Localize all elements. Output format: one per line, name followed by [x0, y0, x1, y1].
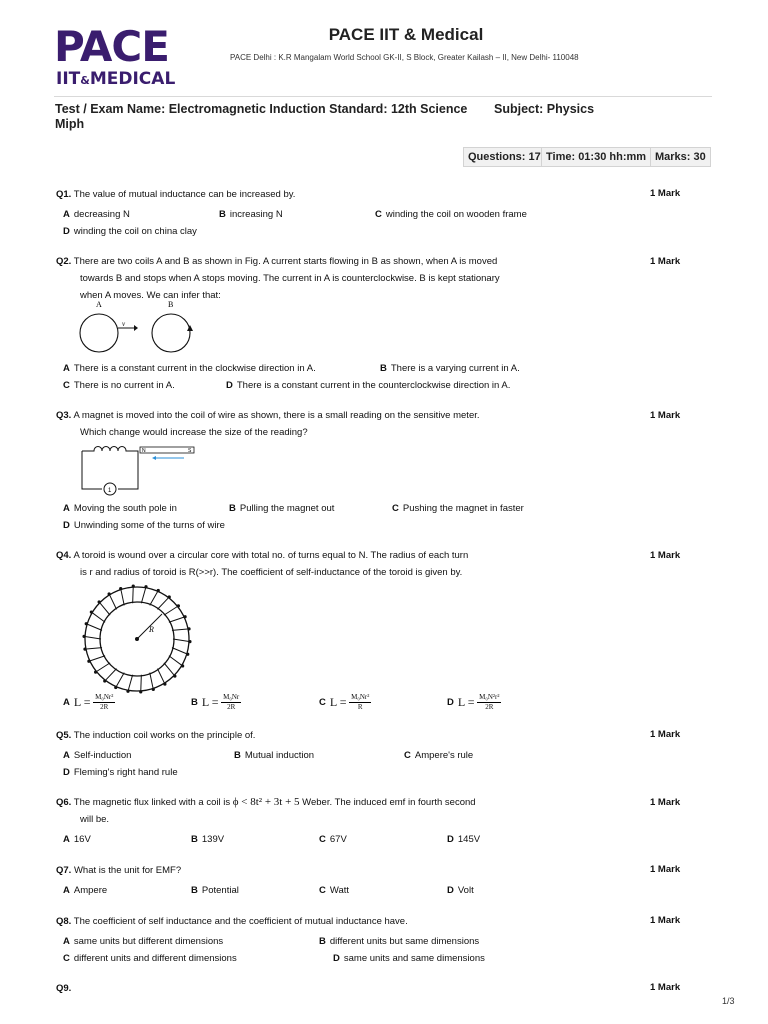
option-text: Pushing the magnet in faster — [402, 503, 524, 514]
option-letter: B — [229, 503, 236, 514]
question-5 — [56, 727, 255, 744]
fraction-numerator: M₀N²r² — [479, 693, 500, 701]
option-letter: A — [63, 936, 70, 947]
question-8 — [56, 913, 408, 930]
toroid-turn — [150, 590, 158, 605]
toroid-turn — [141, 587, 146, 603]
option-a — [63, 834, 91, 845]
velocity-arrowhead — [134, 325, 138, 331]
questions-count: Questions: 17 — [463, 147, 546, 167]
formula-lhs: L = — [457, 695, 475, 709]
question-mark: 1 Mark — [650, 410, 681, 421]
question-text: The magnetic flux linked with a coil is — [73, 797, 231, 808]
option-letter: C — [404, 750, 411, 761]
option-text: same units and same dimensions — [343, 953, 485, 964]
fraction-denominator: 2R — [485, 703, 494, 711]
option-letter: D — [333, 953, 340, 964]
toroid-turn — [157, 597, 169, 609]
toroid-turn-dot — [188, 640, 191, 643]
formula-fraction — [221, 693, 241, 712]
coil-label-a: A — [96, 300, 102, 309]
toroid-turn — [133, 586, 134, 603]
option-text: Potential — [201, 885, 239, 896]
option-letter: B — [380, 363, 387, 374]
magnet-south: S — [188, 448, 192, 454]
option-c — [63, 380, 175, 391]
meter-symbol: 1 — [108, 488, 112, 494]
question-number: Q4. — [56, 550, 72, 561]
option-letter: A — [63, 834, 70, 845]
question-line: towards B and stops when A stops moving. The current in A is counterclockwise. B is kept stationary — [80, 273, 500, 284]
page-number: 1/3 — [722, 996, 735, 1006]
option-letter: D — [63, 520, 70, 531]
question-mark: 1 Mark — [650, 550, 681, 561]
question-text: A magnet is moved into the coil of wire as shown, there is a small reading on the sensitive meter. — [73, 410, 480, 421]
question-line — [56, 547, 616, 564]
toroid-turn — [116, 673, 124, 688]
question-mark: 1 Mark — [650, 982, 681, 993]
formula-lhs: L = — [329, 695, 347, 709]
toroid-turn-dot — [168, 595, 171, 598]
option-c — [63, 953, 237, 964]
address: PACE Delhi : K.R Mangalam World School GK-II, S Block, Greater Kailash – II, New Delhi- 110048 — [230, 53, 579, 62]
test-name: Test / Exam Name: Electromagnetic Induction Standard: 12th Science Miph — [55, 102, 468, 131]
option-letter: A — [63, 209, 70, 220]
question-line: is r and radius of toroid is R(>>r). The coefficient of self-inductance of the toroid is given by. — [80, 567, 463, 578]
magnet-north: N — [142, 448, 146, 454]
option-d — [447, 885, 474, 896]
option-text: winding the coil on china clay — [73, 226, 197, 237]
option-b — [380, 363, 520, 374]
toroid-turn — [157, 669, 164, 684]
toroid-diagram — [82, 584, 192, 694]
logo-amp: & — [80, 74, 90, 87]
toroid-turn-dot — [94, 671, 97, 674]
question-text: A toroid is wound over a circular core with total no. of turns equal to N. The radius of each turn — [73, 550, 469, 561]
toroid-turn — [89, 656, 105, 662]
total-marks: Marks: 30 — [650, 147, 711, 167]
fraction-numerator: M₀Nr — [223, 693, 240, 701]
coil-label-b: B — [168, 300, 174, 309]
option-letter: A — [63, 503, 70, 514]
velocity-label: v — [122, 320, 126, 328]
question-4 — [56, 547, 616, 581]
toroid-turn — [85, 648, 102, 649]
toroid-turn-dot — [187, 627, 190, 630]
option-text: different units but same dimensions — [329, 936, 480, 947]
toroid-turn-dot — [108, 592, 111, 595]
toroid-turn-dot — [114, 686, 117, 689]
toroid-turn-dot — [132, 585, 135, 588]
option-text: Self-induction — [73, 750, 132, 761]
option-letter: B — [191, 834, 198, 845]
option-a — [63, 693, 115, 712]
option-d — [447, 834, 480, 845]
option-letter: B — [191, 697, 198, 709]
toroid-turn — [109, 594, 116, 609]
logo-subtitle — [56, 70, 175, 90]
toroid-turn — [91, 612, 105, 622]
fraction-denominator: R — [357, 703, 363, 711]
option-text: same units but different dimensions — [73, 936, 224, 947]
question-number: Q1. — [56, 189, 72, 200]
option-letter: B — [319, 936, 326, 947]
option-letter: C — [319, 697, 326, 709]
option-a — [63, 363, 316, 374]
coil-b — [152, 314, 190, 352]
option-text: Mutual induction — [244, 750, 315, 761]
option-letter: C — [63, 953, 70, 964]
fraction-denominator: 2R — [227, 703, 236, 711]
question-text: What is the unit for EMF? — [73, 865, 182, 876]
toroid-turn — [172, 629, 189, 630]
circuit-wire — [82, 451, 102, 489]
option-letter: D — [447, 834, 454, 845]
option-b — [229, 503, 334, 514]
option-text: different units and different dimensions — [73, 953, 237, 964]
option-text: increasing N — [229, 209, 283, 220]
question-number: Q6. — [56, 797, 72, 808]
toroid-turn — [164, 606, 178, 615]
option-d — [226, 380, 510, 391]
question-line — [56, 253, 616, 270]
toroid-turn-dot — [83, 647, 86, 650]
toroid-turn-dot — [103, 679, 106, 682]
question-1 — [56, 186, 295, 203]
option-d — [63, 520, 225, 531]
option-letter: B — [234, 750, 241, 761]
fraction-numerator: M₀Nr² — [95, 693, 114, 701]
toroid-turn-dot — [173, 674, 176, 677]
subject: Subject: Physics — [494, 102, 595, 116]
coil-windings — [82, 447, 130, 452]
option-text: There is a varying current in A. — [390, 363, 520, 374]
option-letter: D — [447, 885, 454, 896]
question-mark: 1 Mark — [650, 915, 681, 926]
toroid-turn — [86, 624, 102, 631]
question-3 — [56, 407, 616, 441]
option-letter: C — [319, 834, 326, 845]
option-d — [63, 767, 178, 778]
option-b — [191, 693, 241, 712]
toroid-turn — [172, 648, 188, 655]
option-text: Ampere's rule — [414, 750, 474, 761]
question-line: when A moves. We can infer that: — [80, 290, 221, 301]
toroid-turn-dot — [152, 688, 155, 691]
toroid-turn-dot — [186, 653, 189, 656]
option-text: 16V — [73, 834, 91, 845]
toroid-turn-dot — [157, 589, 160, 592]
toroid-turn — [121, 589, 125, 606]
coils-diagram — [76, 298, 196, 358]
page-title-text: PACE IIT & Medical — [328, 25, 484, 44]
question-text: The coefficient of self inductance and the coefficient of mutual inductance have. — [73, 916, 408, 927]
option-letter: B — [219, 209, 226, 220]
question-mark: 1 Mark — [650, 729, 681, 740]
toroid-turn-dot — [126, 690, 129, 693]
question-line — [56, 794, 616, 811]
option-letter: C — [319, 885, 326, 896]
toroid-turn-dot — [139, 690, 142, 693]
option-letter: D — [63, 767, 70, 778]
toroid-turn — [150, 673, 154, 690]
option-b — [234, 750, 314, 761]
toroid-turn — [105, 669, 117, 681]
option-letter: A — [63, 697, 70, 709]
toroid-turn — [84, 636, 101, 639]
option-a — [63, 503, 177, 514]
option-a — [63, 885, 107, 896]
toroid-turn — [169, 656, 183, 666]
toroid-turn-dot — [98, 600, 101, 603]
formula-lhs: L = — [201, 695, 219, 709]
question-number: Q5. — [56, 730, 72, 741]
time-limit: Time: 01:30 hh:mm — [541, 147, 651, 167]
option-letter: B — [191, 885, 198, 896]
option-text: Watt — [329, 885, 350, 896]
option-d — [333, 953, 485, 964]
question-text: The value of mutual inductance can be increased by. — [73, 189, 296, 200]
toroid-turn-dot — [82, 635, 85, 638]
fraction-numerator: M₀Nr² — [351, 693, 370, 701]
toroid-turn — [173, 639, 190, 642]
question-number: Q3. — [56, 410, 72, 421]
toroid-turn-dot — [177, 604, 180, 607]
question-number: Q2. — [56, 256, 72, 267]
question-7 — [56, 862, 181, 879]
option-text: decreasing N — [73, 209, 130, 220]
toroid-turn-dot — [184, 615, 187, 618]
toroid-turn-dot — [119, 587, 122, 590]
formula-lhs: L = — [73, 695, 91, 709]
option-text: Pulling the magnet out — [239, 503, 335, 514]
question-line: will be. — [80, 814, 110, 825]
toroid-turn-dot — [144, 585, 147, 588]
toroid-turn — [128, 675, 133, 691]
option-d — [447, 693, 501, 712]
fraction-denominator: 2R — [100, 703, 109, 711]
question-number: Q7. — [56, 865, 72, 876]
option-letter: D — [63, 226, 70, 237]
option-d — [63, 226, 197, 237]
page-title — [0, 25, 768, 45]
question-text: There are two coils A and B as shown in Fig. A current starts flowing in B as shown, when A is moved — [73, 256, 498, 267]
logo-iit: IIT — [56, 69, 81, 89]
option-c — [404, 750, 473, 761]
flux-equation: ϕ < 8t² + 3t + 5 — [232, 796, 300, 808]
question-mark: 1 Mark — [650, 256, 681, 267]
question-text: The induction coil works on the principle of. — [73, 730, 256, 741]
coil-magnet-diagram — [80, 443, 200, 499]
question-mark: 1 Mark — [650, 864, 681, 875]
option-letter: D — [226, 380, 233, 391]
option-c — [319, 834, 347, 845]
question-9 — [56, 980, 71, 997]
option-text: 139V — [201, 834, 225, 845]
option-text: winding the coil on wooden frame — [385, 209, 527, 220]
option-a — [63, 209, 130, 220]
question-mark: 1 Mark — [650, 188, 681, 199]
question-6 — [56, 794, 616, 828]
radius-label: R — [149, 625, 154, 634]
option-text: Volt — [457, 885, 474, 896]
formula-fraction — [477, 693, 501, 712]
header-divider — [54, 96, 712, 97]
option-text: There is a constant current in the clockwise direction in A. — [73, 363, 316, 374]
option-letter: C — [63, 380, 70, 391]
toroid-turn-dot — [90, 610, 93, 613]
option-c — [319, 693, 371, 712]
coil-a — [80, 314, 118, 352]
logo-pace: PACE — [54, 22, 169, 71]
option-text: 145V — [457, 834, 481, 845]
toroid-turn — [141, 675, 142, 692]
option-b — [191, 834, 224, 845]
option-letter: A — [63, 363, 70, 374]
option-letter: C — [375, 209, 382, 220]
option-letter: C — [392, 503, 399, 514]
option-text: Unwinding some of the turns of wire — [73, 520, 225, 531]
option-text: 67V — [329, 834, 347, 845]
option-text: Fleming's right hand rule — [73, 767, 178, 778]
toroid-turn-dot — [85, 622, 88, 625]
toroid-turn-dot — [181, 664, 184, 667]
toroid-turn — [96, 663, 110, 672]
question-number: Q9. — [56, 983, 72, 994]
toroid-turn-dot — [87, 660, 90, 663]
question-2 — [56, 253, 616, 304]
option-b — [191, 885, 239, 896]
toroid-turn — [169, 617, 185, 623]
option-c — [375, 209, 527, 220]
option-c — [392, 503, 524, 514]
current-arrow — [187, 325, 193, 331]
option-a — [63, 936, 223, 947]
option-b — [219, 209, 283, 220]
toroid-turn — [99, 602, 110, 615]
question-mark: 1 Mark — [650, 797, 681, 808]
bar-magnet — [140, 447, 194, 453]
option-text: There is no current in A. — [73, 380, 175, 391]
option-a — [63, 750, 131, 761]
circuit-wire — [118, 451, 138, 489]
toroid-turn-dot — [163, 682, 166, 685]
toroid-turn — [164, 663, 175, 676]
question-number: Q8. — [56, 916, 72, 927]
option-text: Ampere — [73, 885, 108, 896]
option-c — [319, 885, 349, 896]
logo-medical: MEDICAL — [89, 69, 176, 89]
option-text: There is a constant current in the counterclockwise direction in A. — [236, 380, 511, 391]
question-text: Weber. The induced emf in fourth second — [302, 797, 476, 808]
question-line: Which change would increase the size of the reading? — [80, 427, 308, 438]
option-letter: A — [63, 885, 70, 896]
formula-fraction — [349, 693, 371, 712]
motion-arrowhead — [152, 456, 156, 460]
formula-fraction — [93, 693, 115, 712]
option-text: Moving the south pole in — [73, 503, 177, 514]
option-b — [319, 936, 479, 947]
question-line — [56, 407, 616, 424]
option-letter: D — [447, 697, 454, 709]
option-letter: A — [63, 750, 70, 761]
